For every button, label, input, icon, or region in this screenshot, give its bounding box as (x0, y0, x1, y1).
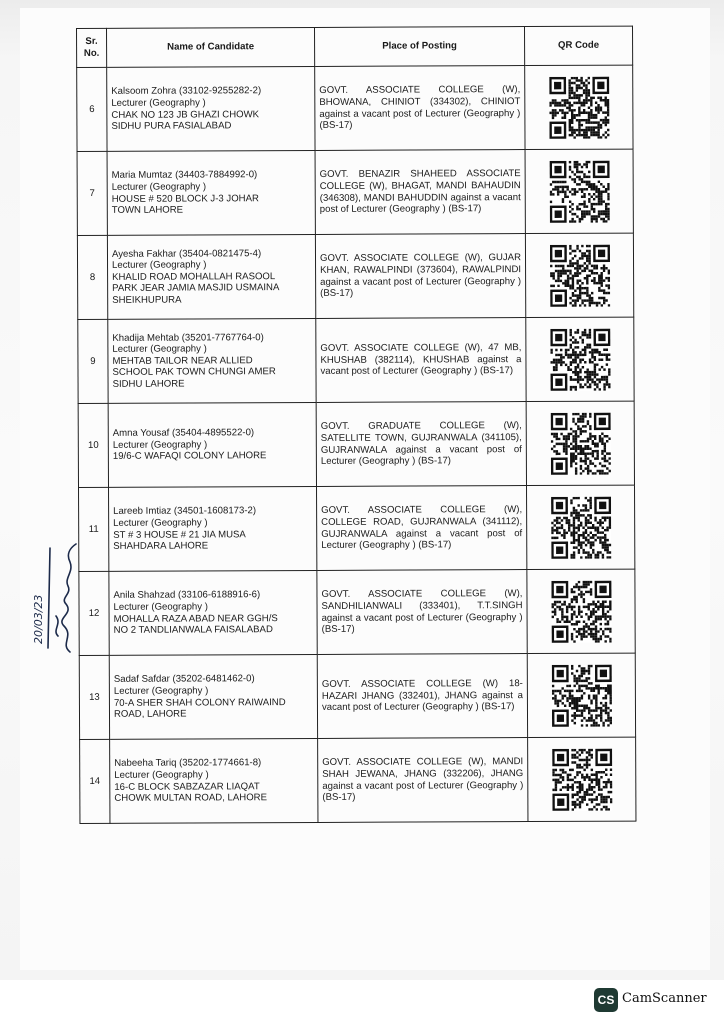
candidate-line: SIDHU PURA FASIALABAD (111, 120, 232, 132)
candidate-line: Lareeb Imtiaz (34501-1608173-2) (113, 505, 257, 518)
candidate-line: Amna Yousaf (35404-4895522-0) (112, 427, 255, 439)
candidate-line: Lecturer (Geography ) (113, 517, 208, 529)
qr-code-cell (528, 737, 636, 821)
candidate-line: Nabeeha Tariq (35202-1774661-8) (114, 757, 262, 770)
qr-code-icon (550, 412, 610, 474)
candidate-cell (110, 738, 318, 823)
candidate-line: Lecturer (Geography ) (111, 97, 206, 109)
place-of-posting-text: GOVT. ASSOCIATE COLLEGE (W), MANDI SHAH JEWANA, JHANG (332206), JHANG against a vacant post of Lecturer (Geography ) (BS-17) (322, 756, 524, 804)
place-of-posting-cell (317, 654, 527, 739)
place-of-posting-text: GOVT. ASSOCIATE COLLEGE (W), BHOWANA, CHINIOT (334302), CHINIOT against a vacant post of Lecturer (Geography ) (BS-17) (319, 84, 521, 132)
sr-no-cell: 6 (77, 67, 107, 151)
sr-no-cell: 7 (77, 151, 107, 235)
header-sr-no: Sr. No. (77, 28, 107, 67)
sr-no-cell: 8 (77, 235, 107, 319)
candidate-cell (109, 654, 317, 739)
candidate-line: CHOWK MULTAN ROAD, LAHORE (114, 792, 268, 804)
table-row (79, 569, 635, 655)
candidate-line: Lecturer (Geography ) (112, 343, 207, 355)
table-row (77, 65, 633, 151)
sr-no-cell: 12 (79, 571, 109, 655)
qr-code-icon (549, 160, 609, 222)
handwritten-signature (30, 540, 90, 660)
place-of-posting-cell (316, 402, 526, 487)
qr-code-cell (525, 65, 633, 149)
place-of-posting-cell (317, 486, 527, 571)
candidate-line: Lecturer (Geography ) (114, 769, 209, 781)
candidate-line: CHAK NO 123 JB GHAZI CHOWK (111, 108, 260, 121)
candidate-line: Anila Shahzad (33106-6188916-6) (113, 589, 261, 602)
header-qr-code: QR Code (524, 26, 632, 65)
candidate-line: NO 2 TANDLIANWALA FAISALABAD (113, 624, 273, 636)
qr-code-cell (527, 485, 635, 569)
qr-code-cell (527, 569, 635, 653)
candidate-line: HOUSE # 520 BLOCK J-3 JOHAR (111, 192, 259, 205)
table-row (78, 401, 634, 487)
table-row (77, 149, 633, 235)
table-row (78, 317, 634, 403)
place-of-posting-cell (315, 234, 525, 319)
qr-code-cell (526, 401, 634, 485)
camscanner-logo: CS (594, 988, 618, 1012)
header-name-of-candidate: Name of Candidate (107, 27, 315, 67)
sr-no-cell: 14 (80, 739, 110, 823)
camscanner-wordmark: CamScanner (622, 991, 707, 1006)
candidate-cell (107, 150, 315, 235)
place-of-posting-text: GOVT. GRADUATE COLLEGE (W), SATELLITE TOWN, GUJRANWALA (341105), GUJRANWALA against a vacant post of Lecturer (Geography ) (BS-17) (320, 420, 522, 468)
candidate-line: SCHOOL PAK TOWN CHUNGI AMER (112, 366, 276, 379)
candidate-line: ROAD, LAHORE (113, 708, 187, 720)
signature-date: 20/03/23 (32, 594, 45, 644)
candidate-line: Maria Mumtaz (34403-7884992-0) (111, 169, 258, 182)
candidate-line: SHAHDARA LAHORE (113, 540, 209, 552)
table-row (79, 485, 635, 571)
candidate-line: Khadija Mehtab (35201-7767764-0) (112, 331, 264, 344)
qr-code-icon (550, 328, 610, 390)
qr-code-icon (549, 244, 609, 306)
candidate-cell (107, 234, 315, 319)
qr-code-icon (551, 580, 611, 642)
table-row (77, 233, 633, 319)
candidate-line: ST # 3 HOUSE # 21 JIA MUSA (113, 528, 246, 541)
place-of-posting-text: GOVT. ASSOCIATE COLLEGE (W), 47 MB, KHUSHAB (382114), KHUSHAB against a vacant post of Lecturer (Geography ) (BS-17) (320, 342, 522, 378)
place-of-posting-cell (315, 150, 525, 235)
candidate-line: Lecturer (Geography ) (112, 439, 208, 451)
place-of-posting-text: GOVT. BENAZIR SHAHEED ASSOCIATE COLLEGE (W), BHAGAT, MANDI BAHAUDIN (346308), MANDI BAHUDDIN against a vacant post of Lecturer (Geography ) (BS-17) (319, 168, 521, 216)
qr-code-icon (552, 748, 612, 810)
candidate-line: SHEIKHUPURA (112, 294, 182, 306)
candidate-line: 19/6-C WAFAQI COLONY LAHORE (112, 450, 267, 463)
candidate-cell (107, 66, 315, 151)
candidate-cell (109, 486, 317, 571)
candidate-line: SIDHU LAHORE (112, 378, 185, 390)
qr-code-icon (551, 496, 611, 558)
sr-no-cell: 9 (78, 319, 108, 403)
qr-code-cell (527, 653, 635, 737)
candidate-line: Lecturer (Geography ) (113, 601, 208, 613)
candidate-line: 16-C BLOCK SABZAZAR LIAQAT (114, 780, 260, 793)
candidate-line: Lecturer (Geography ) (112, 259, 207, 271)
candidate-line: MOHALLA RAZA ABAD NEAR GGH/S (113, 612, 278, 625)
posting-table (76, 26, 636, 824)
qr-code-cell (525, 233, 633, 317)
table-row (80, 737, 636, 823)
place-of-posting-text: GOVT. ASSOCIATE COLLEGE (W), GUJAR KHAN, RAWALPINDI (373604), RAWALPINDI against a vacant post of Lecturer (Geography ) (BS-17) (319, 252, 522, 300)
header-place-of-posting: Place of Posting (314, 27, 524, 67)
candidate-cell (108, 318, 316, 403)
candidate-line: Lecturer (Geography ) (113, 685, 209, 697)
candidate-line: MEHTAB TAILOR NEAR ALLIED (112, 354, 253, 367)
candidate-line: 70-A SHER SHAH COLONY RAIWAIND (113, 696, 286, 709)
place-of-posting-cell (315, 66, 525, 151)
table-header-row (77, 26, 633, 67)
place-of-posting-text: GOVT. ASSOCIATE COLLEGE (W), SANDHILIANWALI (333401), T.T.SINGH against a vacant post of Lecturer (Geography ) (BS-17) (321, 588, 523, 636)
place-of-posting-cell (317, 570, 527, 655)
candidate-line: Lecturer (Geography ) (111, 181, 207, 193)
candidate-line: PARK JEAR JAMIA MASJID USMAINA (112, 282, 280, 295)
candidate-line: Kalsoom Zohra (33102-9255282-2) (111, 85, 262, 98)
candidate-line: Ayesha Fakhar (35404-0821475-4) (111, 247, 262, 260)
candidate-line: Sadaf Safdar (35202-6481462-0) (113, 673, 255, 686)
place-of-posting-text: GOVT. ASSOCIATE COLLEGE (W), COLLEGE ROAD, GUJRANWALA (341112), GUJRANWALA against a vacant post of Lecturer (Geography ) (BS-17) (321, 504, 523, 552)
candidate-cell (108, 402, 316, 487)
table-row (79, 653, 635, 739)
qr-code-cell (526, 317, 634, 401)
place-of-posting-text: GOVT. ASSOCIATE COLLEGE (W) 18-HAZARI JHANG (332401), JHANG against a vacant post of Lecturer (Geography ) (BS-17) (321, 678, 523, 714)
candidate-line: TOWN LAHORE (111, 204, 184, 216)
sr-no-cell: 10 (78, 403, 108, 487)
qr-code-cell (525, 149, 633, 233)
qr-code-icon (551, 664, 611, 726)
candidate-cell (109, 570, 317, 655)
sr-no-cell: 11 (79, 487, 109, 571)
place-of-posting-cell (318, 738, 528, 823)
candidate-line: KHALID ROAD MOHALLAH RASOOL (112, 270, 276, 283)
qr-code-icon (549, 76, 609, 138)
sr-no-cell: 13 (79, 655, 109, 739)
place-of-posting-cell (316, 318, 526, 403)
